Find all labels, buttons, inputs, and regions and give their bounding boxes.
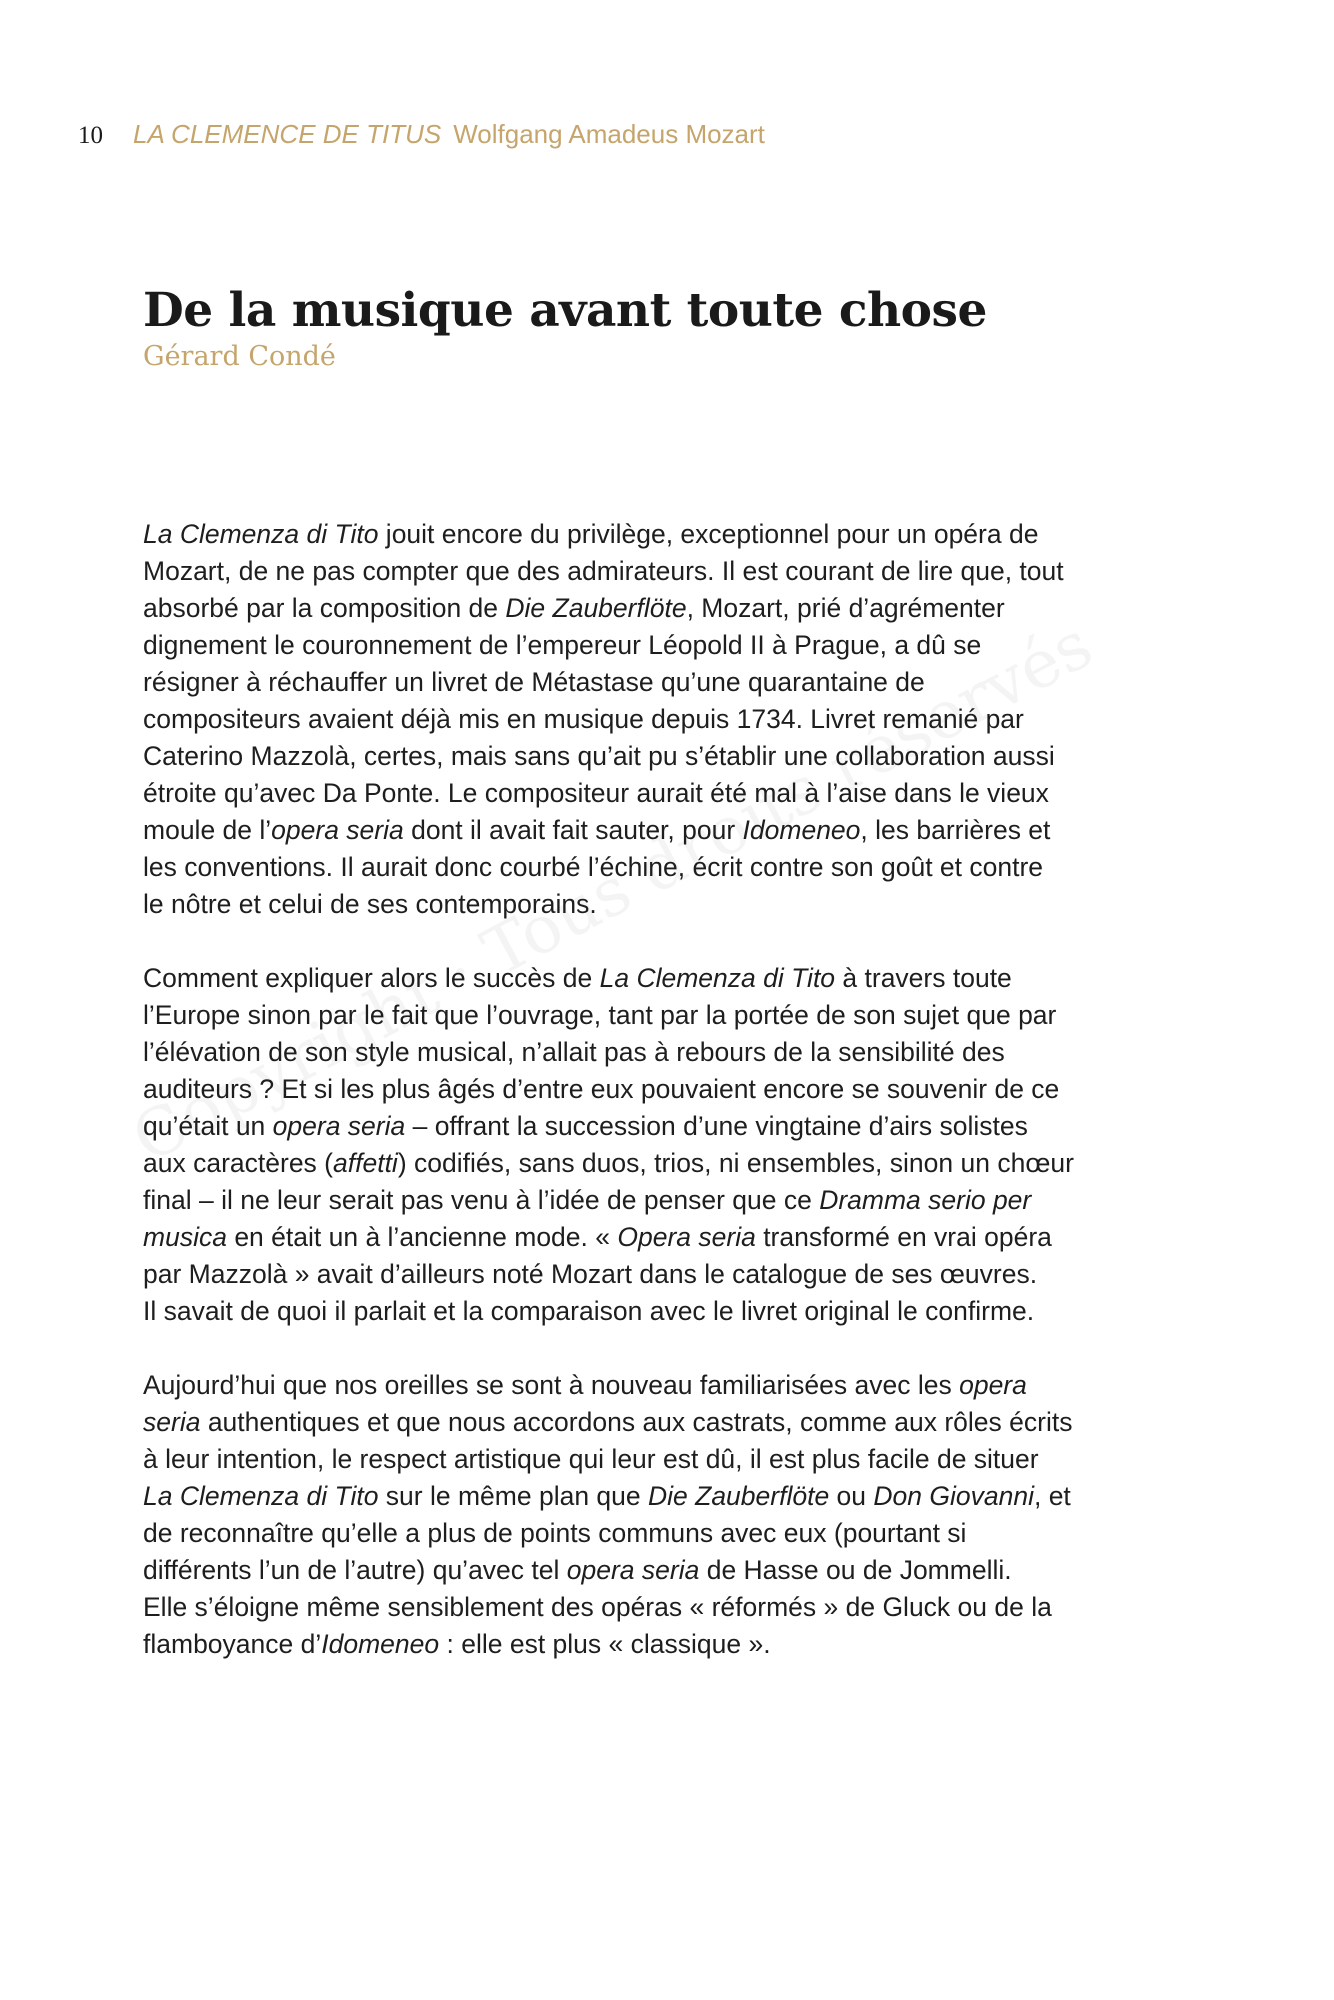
text-run: Il savait de quoi il parlait et la comparaison avec le livret original le confirme. [143, 1296, 1035, 1326]
text-run: dont il avait fait sauter, pour [403, 815, 743, 845]
text-line [143, 1293, 1203, 1330]
text-line [143, 775, 1203, 812]
text-run: le nôtre et celui de ses contemporains. [143, 889, 597, 919]
text-line [143, 1071, 1203, 1108]
body-paragraph [143, 1367, 1203, 1663]
italic-text: Die Zauberflöte [505, 593, 687, 623]
text-run: final – il ne leur serait pas venu à l’idée de penser que ce [143, 1185, 820, 1215]
text-run: à leur intention, le respect artistique qui leur est dû, il est plus facile de situer [143, 1444, 1039, 1474]
text-line [143, 553, 1203, 590]
text-line [143, 1034, 1203, 1071]
text-run: : elle est plus « classique ». [439, 1629, 771, 1659]
text-line [143, 886, 1203, 923]
text-run: , les barrières et [860, 815, 1051, 845]
text-run: étroite qu’avec Da Ponte. Le compositeur aurait été mal à l’aise dans le vieux [143, 778, 1049, 808]
text-line [143, 1256, 1203, 1293]
article-author: Gérard Condé [143, 341, 336, 372]
italic-text: Idomeneo [321, 1629, 440, 1659]
text-run: les conventions. Il aurait donc courbé l’échine, écrit contre son goût et contre [143, 852, 1044, 882]
text-run: l’Europe sinon par le fait que l’ouvrage, tant par la portée de son sujet que par [143, 1000, 1057, 1030]
text-line [143, 738, 1203, 775]
text-run: différents l’un de l’autre) qu’avec tel [143, 1555, 567, 1585]
italic-text: opera seria [272, 1111, 406, 1141]
text-line [143, 849, 1203, 886]
text-run: par Mazzolà » avait d’ailleurs noté Mozart dans le catalogue de ses œuvres. [143, 1259, 1038, 1289]
text-line [143, 1219, 1203, 1256]
article-body [143, 516, 1203, 1700]
text-run: jouit encore du privilège, exceptionnel pour un opéra de [378, 519, 1039, 549]
italic-text: opera seria [566, 1555, 700, 1585]
italic-text: La Clemenza di Tito [599, 963, 836, 993]
text-line [143, 627, 1203, 664]
italic-text: Don Giovanni [873, 1481, 1034, 1511]
text-run: flamboyance d’ [143, 1629, 322, 1659]
italic-text: opera seria [271, 815, 404, 845]
text-line [143, 1441, 1203, 1478]
italic-text: opera [959, 1370, 1027, 1400]
text-line [143, 960, 1203, 997]
italic-text: Idomeneo [742, 815, 861, 845]
italic-text: Dramma serio per [819, 1185, 1032, 1215]
body-paragraph [143, 516, 1203, 923]
text-line [143, 1404, 1203, 1441]
text-line [143, 1367, 1203, 1404]
text-run: aux caractères ( [143, 1148, 333, 1178]
text-run: ) codifiés, sans duos, trios, ni ensembles, sinon un chœur [397, 1148, 1074, 1178]
text-run: absorbé par la composition de [143, 593, 506, 623]
text-run: sur le même plan que [378, 1481, 648, 1511]
text-line [143, 590, 1203, 627]
text-run: Aujourd’hui que nos oreilles se sont à nouveau familiarisées avec les [143, 1370, 960, 1400]
italic-text: Opera seria [617, 1222, 756, 1252]
text-run: moule de l’ [143, 815, 272, 845]
text-line [143, 516, 1203, 553]
text-run: en était un à l’ancienne mode. « [226, 1222, 618, 1252]
text-run: , et [1033, 1481, 1071, 1511]
running-header-work-title: LA CLEMENCE DE TITUS [133, 119, 442, 149]
italic-text: musica [143, 1222, 227, 1252]
running-header-composer: Wolfgang Amadeus Mozart [453, 119, 765, 149]
text-line [143, 1478, 1203, 1515]
text-run: auditeurs ? Et si les plus âgés d’entre eux pouvaient encore se souvenir de ce [143, 1074, 1060, 1104]
text-line [143, 1515, 1203, 1552]
running-header [78, 116, 765, 154]
article-heading [143, 282, 1193, 374]
text-line [143, 664, 1203, 701]
text-run: transformé en vrai opéra [755, 1222, 1052, 1252]
text-run: ou [829, 1481, 874, 1511]
text-run: dignement le couronnement de l’empereur Léopold II à Prague, a dû se [143, 630, 982, 660]
text-run: , Mozart, prié d’agrémenter [686, 593, 1005, 623]
text-run: – offrant la succession d’une vingtaine d’airs solistes [405, 1111, 1028, 1141]
text-run: compositeurs avaient déjà mis en musique depuis 1734. Livret remanié par [143, 704, 1024, 734]
italic-text: affetti [333, 1148, 398, 1178]
text-line [143, 701, 1203, 738]
text-run: de Hasse ou de Jommelli. [699, 1555, 1012, 1585]
text-line [143, 1145, 1203, 1182]
text-line [143, 1589, 1203, 1626]
text-line [143, 1182, 1203, 1219]
article-title: De la musique avant toute chose [143, 283, 987, 338]
italic-text: Die Zauberflöte [648, 1481, 830, 1511]
text-run: authentiques et que nous accordons aux castrats, comme aux rôles écrits [200, 1407, 1073, 1437]
text-run: Mozart, de ne pas compter que des admirateurs. Il est courant de lire que, tout [143, 556, 1064, 586]
body-paragraph [143, 960, 1203, 1330]
italic-text: La Clemenza di Tito [143, 1481, 379, 1511]
text-line [143, 812, 1203, 849]
text-run: Comment expliquer alors le succès de [143, 963, 600, 993]
page-number: 10 [78, 122, 103, 149]
text-line [143, 1108, 1203, 1145]
italic-text: La Clemenza di Tito [143, 519, 379, 549]
text-run: l’élévation de son style musical, n’allait pas à rebours de la sensibilité des [143, 1037, 1005, 1067]
text-line [143, 1626, 1203, 1663]
italic-text: seria [143, 1407, 201, 1437]
text-run: qu’était un [143, 1111, 273, 1141]
text-run: Caterino Mazzolà, certes, mais sans qu’ait pu s’établir une collaboration aussi [143, 741, 1055, 771]
text-run: à travers toute [835, 963, 1012, 993]
text-line [143, 997, 1203, 1034]
text-line [143, 1552, 1203, 1589]
text-run: de reconnaître qu’elle a plus de points communs avec eux (pourtant si [143, 1518, 967, 1548]
text-run: Elle s’éloigne même sensiblement des opéras « réformés » de Gluck ou de la [143, 1592, 1052, 1622]
text-run: résigner à réchauffer un livret de Métastase qu’une quarantaine de [143, 667, 925, 697]
